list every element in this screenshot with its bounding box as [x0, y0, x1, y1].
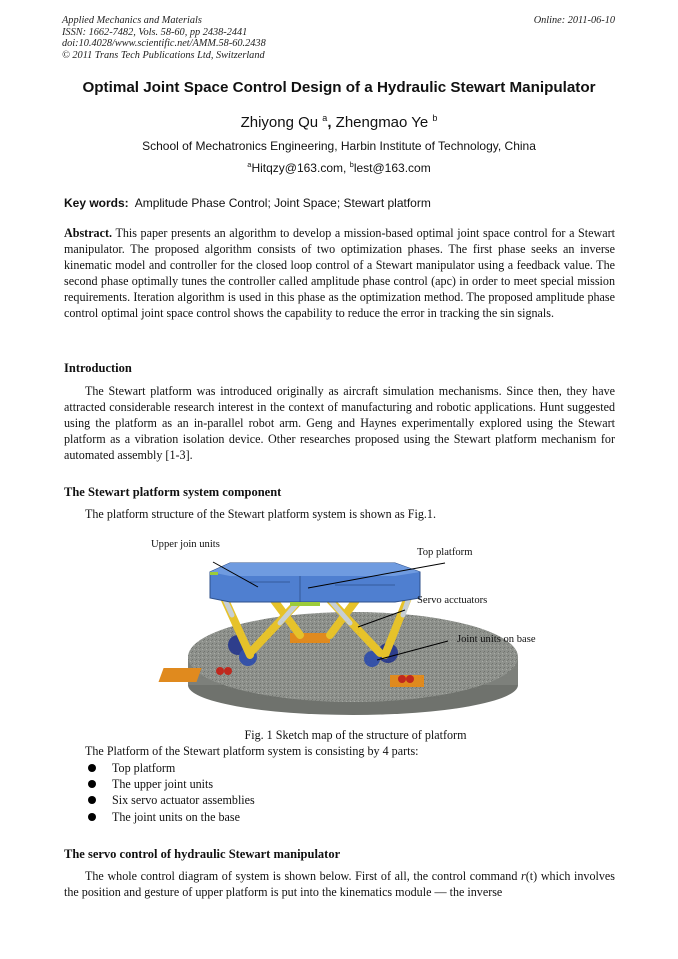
list-item: [85, 792, 255, 808]
introduction-text: The Stewart platform was introduced originally as aircraft simulation mechanisms. Since then, they have attracted considerable research interest in the context of manufacturing and robotic applications. Hunt suggested using the platform as an in-parallel robot arm. Geng and Haynes experimentally explored using the Stewart platform as a vibration isolation device. Other researches proposed using the Stewart platform mechanism for automated assembly [1-3].: [64, 384, 615, 462]
abstract-text: This paper presents an algorithm to develop a mission-based optimal joint space control for a Stewart manipulator. The proposed algorithm consists of two optimization phases. The first phase seeks an inverse kinematic model and controller for the closed loop control of a Stewart manipulator using a feedback value. The second phase optimally tunes the controller called amplitude phase control (apc) in order to meet special mission requirements. Iteration algorithm is used in this phase as the optimization method. The proposed amplitude phase control optimal joint space control shows the capability to reduce the error in tracking the sin signals.: [64, 226, 615, 320]
keywords-label: Key words:: [64, 196, 129, 210]
list-item-text: Top platform: [112, 761, 176, 775]
issn-line: ISSN: 1662-7482, Vols. 58-60, pp 2438-2441: [62, 26, 248, 38]
bullet-icon: [88, 780, 96, 788]
list-item-text: The upper joint units: [112, 777, 214, 792]
section-heading-servo-control: The servo control of hydraulic Stewart manipulator: [64, 847, 341, 861]
copyright-line: © 2011 Trans Tech Publications Ltd, Switzerland: [62, 49, 265, 61]
doi-line: doi:10.4028/www.scientific.net/AMM.58-60.2438: [62, 38, 266, 49]
bullet-icon: [88, 764, 96, 772]
bullet-icon: [88, 813, 96, 821]
label-servo-actuators: Servo acctuators: [417, 595, 488, 606]
math-variable: r: [521, 869, 526, 883]
parts-list: [85, 760, 255, 825]
label-joint-units-on-base: Joint units on base: [457, 634, 536, 645]
online-date: Online: 2011-06-10: [533, 15, 615, 26]
email-link[interactable]: Hitqzy@163.com: [251, 161, 343, 175]
label-top-platform: Top platform: [417, 547, 473, 558]
list-item-text: Six servo actuator assemblies: [112, 793, 255, 808]
list-item: [85, 809, 255, 825]
email-list: [0, 160, 678, 175]
email-mark: b: [349, 160, 354, 169]
parts-list-intro: The Platform of the Stewart platform system is consisting by 4 parts:: [85, 744, 419, 758]
affiliation: School of Mechatronics Engineering, Harbin Institute of Technology, China: [142, 139, 536, 153]
keywords-text: Amplitude Phase Control; Joint Space; Stewart platform: [134, 196, 431, 210]
author-separator: ,: [327, 114, 336, 131]
servo-control-text: [64, 869, 615, 901]
journal-name: Applied Mechanics and Materials: [62, 15, 202, 26]
stewart-platform-illustration: [140, 535, 560, 720]
servo-text-part: The whole control diagram of system is shown below. First of all, the control command: [85, 869, 522, 883]
figure-caption: Fig. 1 Sketch map of the structure of platform: [244, 728, 467, 742]
list-item: [85, 776, 255, 792]
abstract: [64, 226, 615, 321]
author-list: [0, 113, 678, 131]
email-link[interactable]: lest@163.com: [353, 161, 431, 175]
list-item-text: The joint units on the base: [112, 809, 240, 824]
keywords: [64, 196, 431, 210]
author-name: Zhengmao Ye: [335, 114, 429, 131]
bullet-icon: [88, 796, 96, 804]
author-name: Zhiyong Qu: [240, 114, 319, 131]
email-separator: ,: [342, 161, 350, 175]
figure-stewart-platform: [140, 535, 560, 720]
label-upper-joint-units: Upper join units: [151, 539, 220, 550]
section-heading-system-component: The Stewart platform system component: [64, 485, 282, 499]
abstract-label: Abstract.: [64, 226, 113, 240]
author-mark: b: [432, 113, 438, 123]
paper-title: Optimal Joint Space Control Design of a Hydraulic Stewart Manipulator: [82, 79, 596, 96]
list-item: [85, 760, 255, 776]
section-heading-introduction: Introduction: [64, 361, 132, 375]
system-component-text: The platform structure of the Stewart platform system is shown as Fig.1.: [85, 507, 436, 521]
journal-header: [62, 15, 266, 61]
email-mark: a: [247, 160, 252, 169]
servo-text-part: (t) which involves the position and gesture of upper platform is put into the kinematics module — the inverse: [64, 869, 615, 899]
author-mark: a: [322, 113, 328, 123]
